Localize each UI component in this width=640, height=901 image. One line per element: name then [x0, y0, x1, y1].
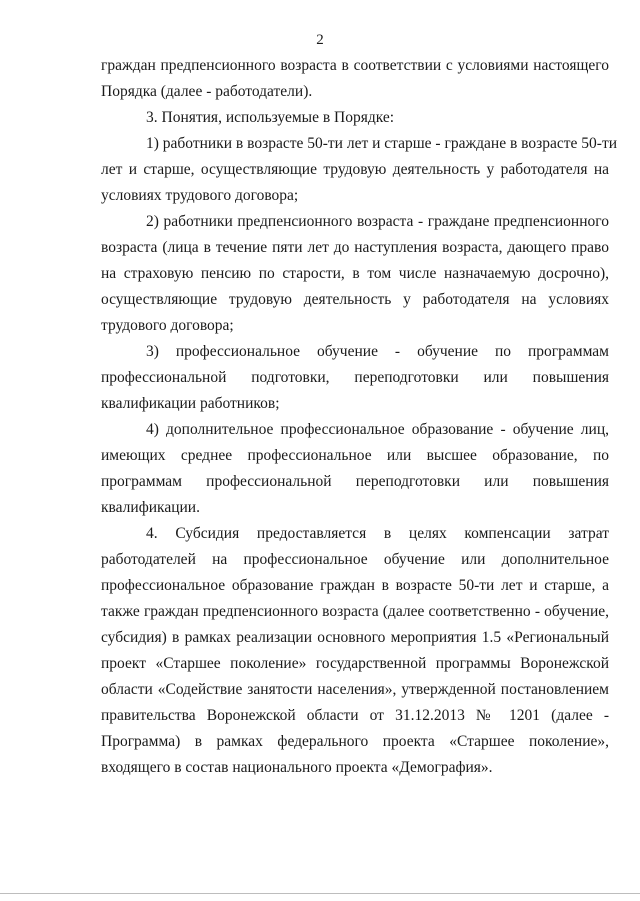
text-line: на страховую пенсию по старости, в том числе назначаемую досрочно),	[101, 265, 609, 282]
text-line: профессиональной подготовки, переподготовки или повышения	[101, 369, 609, 386]
text-line: условиях трудового договора;	[101, 187, 299, 204]
text-line: квалификации.	[101, 499, 200, 516]
text-line: субсидия) в рамках реализации основного мероприятия 1.5 «Региональный	[101, 629, 609, 646]
text-line: также граждан предпенсионного возраста (далее соответственно - обучение,	[101, 603, 609, 620]
text-line: осуществляющие трудовую деятельность у работодателя на условиях	[101, 291, 609, 308]
text-line: трудового договора;	[101, 317, 234, 334]
text-line: граждан предпенсионного возраста в соответствии с условиями настоящего	[101, 57, 609, 74]
text-line: Порядка (далее - работодатели).	[101, 83, 313, 100]
text-line: проект «Старшее поколение» государственной программы Воронежской	[101, 655, 609, 672]
text-line: возраста (лица в течение пяти лет до наступления возраста, дающего право	[101, 239, 609, 256]
text-line: 1) работники в возрасте 50-ти лет и старше - граждане в возрасте 50-ти	[146, 135, 618, 152]
text-line: имеющих среднее профессиональное или высшее образование, по	[101, 447, 609, 464]
text-line: 3) профессиональное обучение - обучение по программам	[146, 343, 609, 360]
text-line: 3. Понятия, используемые в Порядке:	[146, 109, 395, 126]
text-line: правительства Воронежской области от 31.12.2013 № 1201 (далее -	[101, 707, 609, 724]
text-line: профессиональное образование граждан в возрасте 50-ти лет и старше, а	[101, 577, 609, 594]
text-line: Программа) в рамках федерального проекта «Старшее поколение»,	[101, 733, 609, 750]
text-line: 4) дополнительное профессиональное образование - обучение лиц,	[146, 421, 609, 438]
page-number: 2	[316, 32, 324, 48]
text-line: входящего в состав национального проекта «Демография».	[101, 759, 493, 776]
text-line: лет и старше, осуществляющие трудовую деятельность у работодателя на	[101, 161, 609, 178]
text-line: программам профессиональной переподготовки или повышения	[101, 473, 609, 490]
text-line: работодателей на профессиональное обучение или дополнительное	[101, 551, 609, 568]
text-line: квалификации работников;	[101, 395, 280, 412]
text-line: 2) работники предпенсионного возраста - граждане предпенсионного	[146, 213, 609, 230]
scan-edge-divider	[0, 893, 640, 894]
text-line: 4. Субсидия предоставляется в целях компенсации затрат	[146, 525, 609, 542]
text-line: области «Содействие занятости населения», утвержденной постановлением	[101, 681, 609, 698]
